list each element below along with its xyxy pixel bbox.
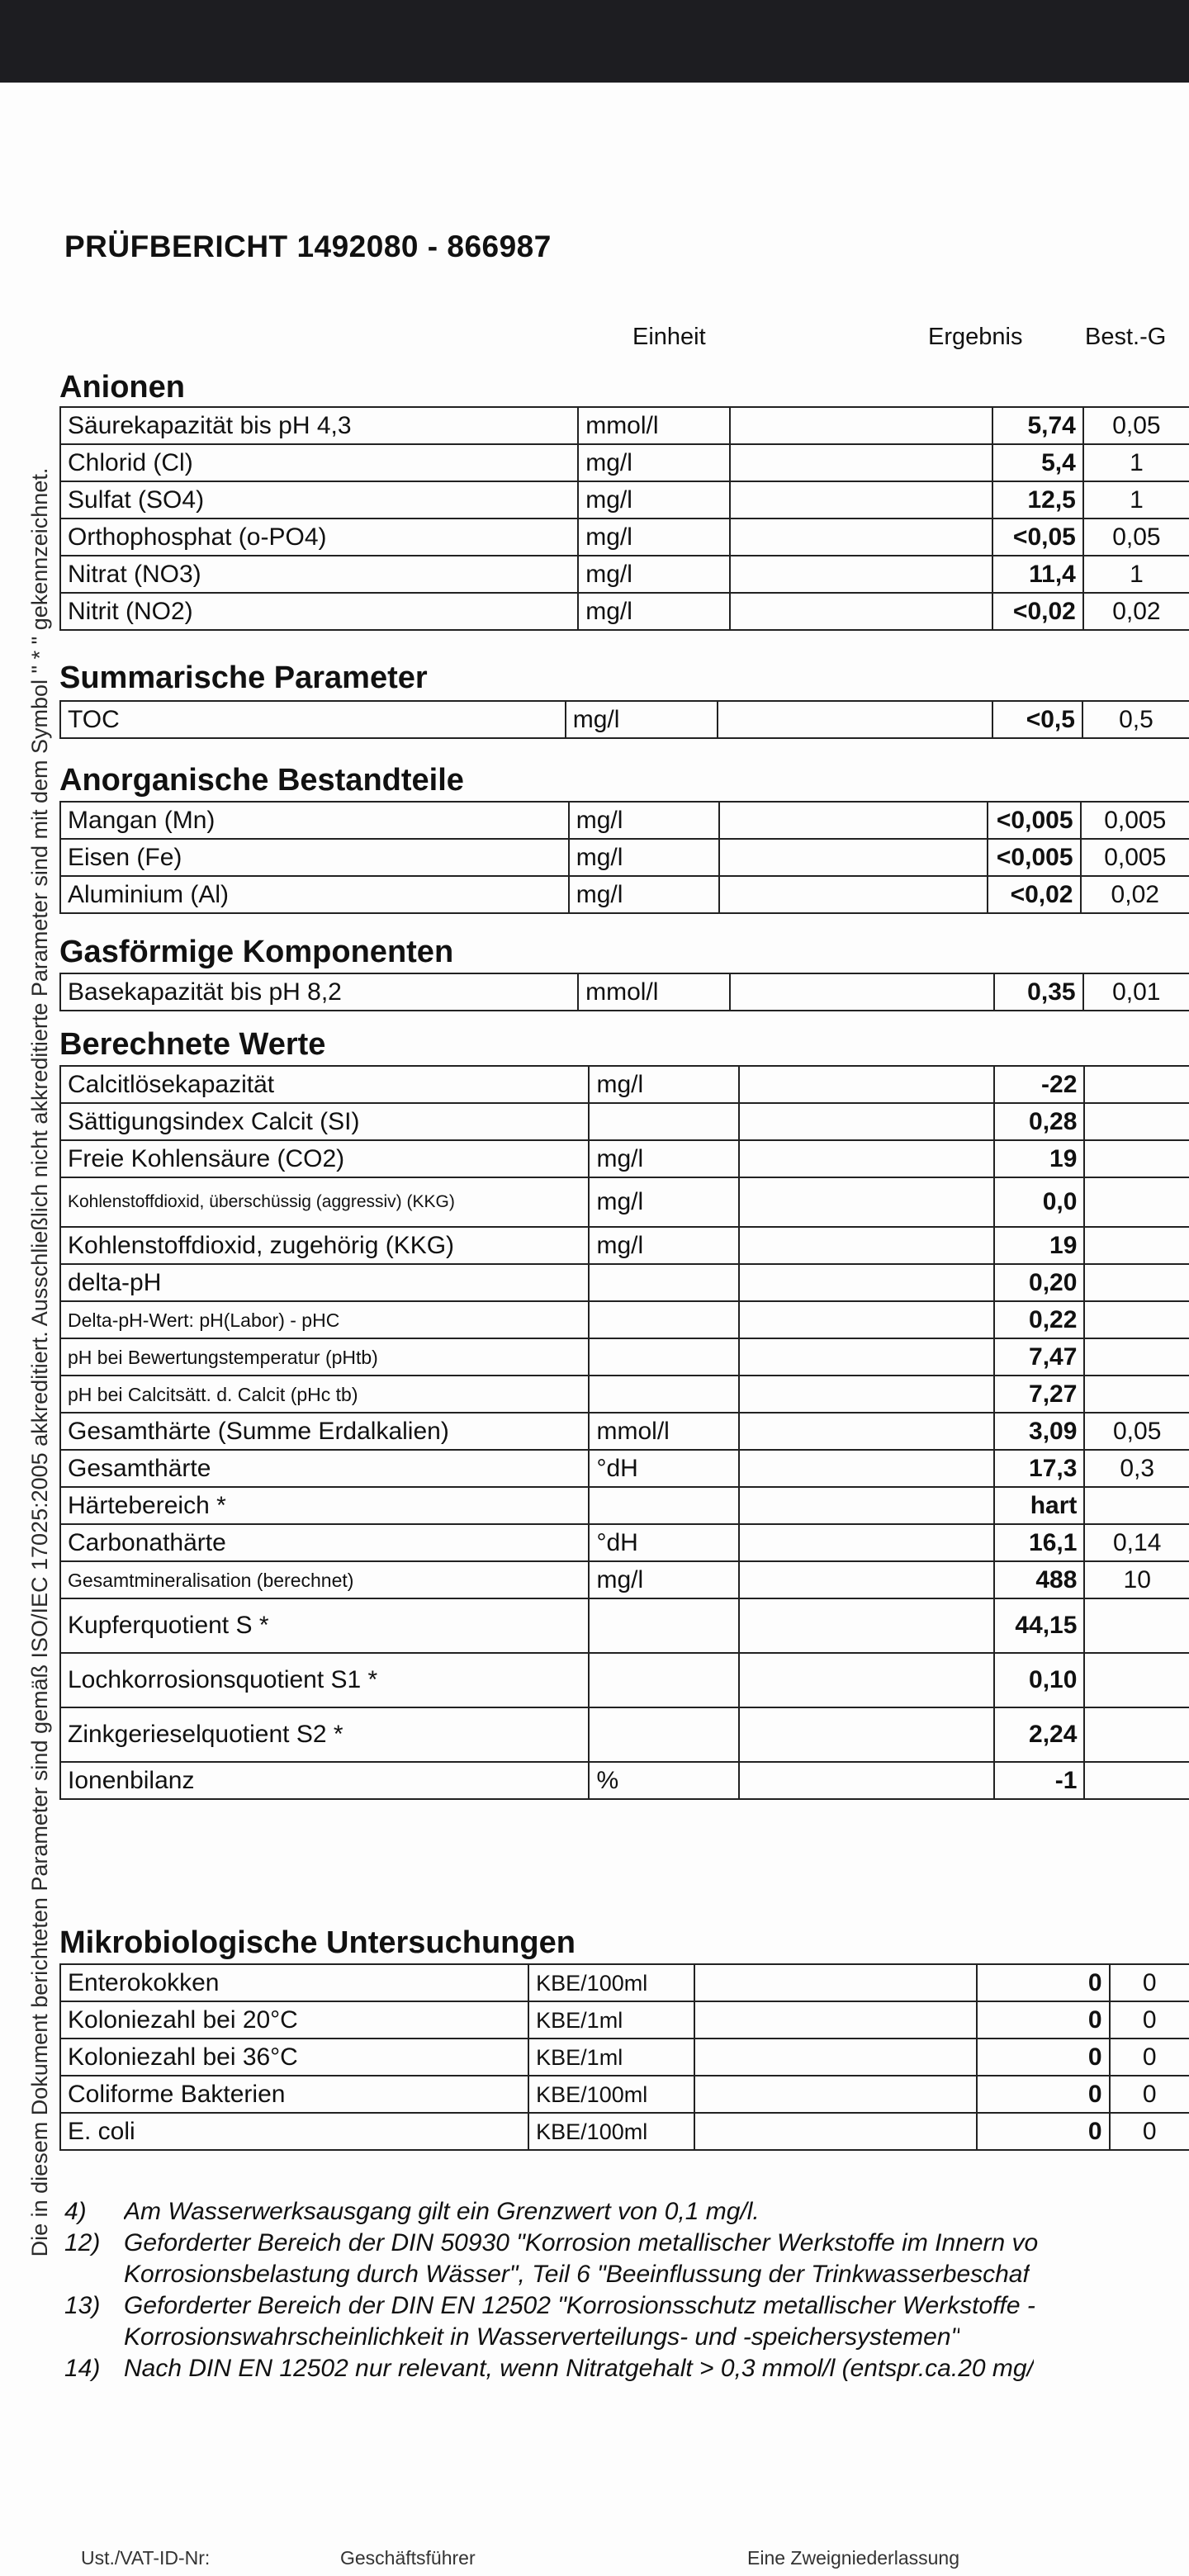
empty-cell	[694, 2113, 977, 2150]
empty-cell	[739, 1413, 994, 1450]
footnote-number: 14)	[64, 2355, 101, 2382]
footer-branch: Eine Zweigniederlassung	[747, 2547, 959, 2569]
parameter-cell: Orthophosphat (o-PO4)	[60, 519, 578, 556]
empty-cell	[739, 1487, 994, 1524]
footnote-14	[64, 2353, 1189, 2384]
unit-cell: KBE/1ml	[528, 2039, 694, 2076]
result-cell: 0,10	[994, 1653, 1085, 1707]
table-mikro	[59, 1963, 1189, 2151]
parameter-cell: Zinkgerieselquotient S2 *	[60, 1707, 589, 1762]
scan-top-border	[0, 0, 1189, 83]
limit-cell: 0,02	[1081, 876, 1189, 913]
footnote-number: 12)	[64, 2229, 101, 2256]
empty-cell	[739, 1301, 994, 1338]
empty-cell	[739, 1140, 994, 1177]
parameter-cell: Aluminium (Al)	[60, 876, 569, 913]
result-cell: -1	[994, 1762, 1085, 1799]
limit-cell: 0,14	[1084, 1524, 1189, 1561]
unit-cell: mmol/l	[578, 407, 730, 444]
parameter-cell: Nitrat (NO3)	[60, 556, 578, 593]
parameter-cell: Mangan (Mn)	[60, 802, 569, 839]
parameter-cell: Gesamtmineralisation (berechnet)	[60, 1561, 589, 1598]
result-cell: 7,27	[994, 1376, 1085, 1413]
limit-cell: 1	[1083, 444, 1189, 481]
report-title: PRÜFBERICHT 1492080 - 866987	[64, 230, 552, 263]
table-row	[60, 2076, 1189, 2113]
footer-ceo: Geschäftsführer	[340, 2547, 476, 2569]
empty-cell	[694, 2039, 977, 2076]
footnote-text: Nach DIN EN 12502 nur relevant, wenn Nitratgehalt > 0,3 mmol/l (entspr.ca.20 mg/	[124, 2355, 1034, 2382]
parameter-cell: Calcitlösekapazität	[60, 1066, 589, 1103]
table-row	[60, 876, 1189, 913]
limit-cell: 0,005	[1081, 802, 1189, 839]
parameter-cell: Koloniezahl bei 20°C	[60, 2001, 528, 2039]
result-cell: 16,1	[994, 1524, 1085, 1561]
limit-cell: 0,01	[1083, 973, 1189, 1011]
empty-cell	[739, 1598, 994, 1653]
parameter-cell: Delta-pH-Wert: pH(Labor) - pHC	[60, 1301, 589, 1338]
result-cell: 0	[977, 1964, 1110, 2001]
result-cell: 7,47	[994, 1338, 1085, 1376]
limit-cell: 0	[1110, 2001, 1189, 2039]
footer-vat-id: Ust./VAT-ID-Nr:	[81, 2547, 211, 2569]
footnote-12	[64, 2228, 1189, 2259]
result-cell: 17,3	[994, 1450, 1085, 1487]
limit-cell	[1084, 1177, 1189, 1227]
empty-cell	[739, 1653, 994, 1707]
footnote-number	[64, 2259, 124, 2290]
empty-cell	[739, 1707, 994, 1762]
limit-cell: 0	[1110, 2113, 1189, 2150]
empty-cell	[730, 556, 992, 593]
unit-cell: KBE/1ml	[528, 2001, 694, 2039]
limit-cell: 0,3	[1084, 1450, 1189, 1487]
limit-cell	[1084, 1376, 1189, 1413]
empty-cell	[730, 407, 992, 444]
limit-cell: 0	[1110, 1964, 1189, 2001]
unit-cell	[589, 1707, 739, 1762]
table-row	[60, 1487, 1189, 1524]
table-row	[60, 1227, 1189, 1264]
unit-cell: KBE/100ml	[528, 2076, 694, 2113]
table-summarisch	[59, 700, 1189, 739]
limit-cell: 1	[1083, 481, 1189, 519]
footnote-number: 13)	[64, 2292, 101, 2319]
table-row	[60, 1707, 1189, 1762]
parameter-cell: delta-pH	[60, 1264, 589, 1301]
limit-cell	[1084, 1227, 1189, 1264]
unit-cell: mg/l	[578, 519, 730, 556]
unit-cell: mg/l	[569, 802, 719, 839]
empty-cell	[694, 2076, 977, 2113]
limit-cell: 0,05	[1083, 407, 1189, 444]
table-anionen	[59, 406, 1189, 631]
table-row	[60, 1338, 1189, 1376]
unit-cell: mmol/l	[578, 973, 730, 1011]
table-anorganisch	[59, 801, 1189, 914]
footnote-12-cont	[64, 2259, 1189, 2290]
parameter-cell: Säurekapazität bis pH 4,3	[60, 407, 578, 444]
parameter-cell: pH bei Bewertungstemperatur (pHtb)	[60, 1338, 589, 1376]
result-cell: 0	[977, 2039, 1110, 2076]
table-row	[60, 593, 1189, 630]
table-row	[60, 444, 1189, 481]
table-row	[60, 839, 1189, 876]
table-row	[60, 1561, 1189, 1598]
unit-cell: mg/l	[589, 1227, 739, 1264]
unit-cell: KBE/100ml	[528, 2113, 694, 2150]
result-cell: 0,22	[994, 1301, 1085, 1338]
result-cell: 44,15	[994, 1598, 1085, 1653]
unit-cell: mg/l	[578, 444, 730, 481]
table-row	[60, 1653, 1189, 1707]
limit-cell: 0,005	[1081, 839, 1189, 876]
table-row	[60, 519, 1189, 556]
limit-cell	[1084, 1338, 1189, 1376]
unit-cell: mg/l	[578, 593, 730, 630]
empty-cell	[730, 519, 992, 556]
section-heading-anorganisch: Anorganische Bestandteile	[59, 763, 464, 798]
limit-cell	[1084, 1066, 1189, 1103]
empty-cell	[739, 1561, 994, 1598]
unit-cell: mg/l	[589, 1066, 739, 1103]
unit-cell: mg/l	[566, 701, 718, 738]
table-row	[60, 1066, 1189, 1103]
result-cell: 2,24	[994, 1707, 1085, 1762]
footnote-13-cont	[64, 2322, 1189, 2353]
result-cell: hart	[994, 1487, 1085, 1524]
footnote-number	[64, 2322, 124, 2353]
parameter-cell: Lochkorrosionsquotient S1 *	[60, 1653, 589, 1707]
parameter-cell: Coliforme Bakterien	[60, 2076, 528, 2113]
table-row	[60, 802, 1189, 839]
empty-cell	[719, 876, 988, 913]
result-cell: 5,74	[992, 407, 1083, 444]
table-row	[60, 1140, 1189, 1177]
unit-cell	[589, 1301, 739, 1338]
parameter-cell: Gesamthärte (Summe Erdalkalien)	[60, 1413, 589, 1450]
result-cell: 488	[994, 1561, 1085, 1598]
empty-cell	[739, 1338, 994, 1376]
parameter-cell: pH bei Calcitsätt. d. Calcit (pHc tb)	[60, 1376, 589, 1413]
unit-cell: mg/l	[578, 481, 730, 519]
limit-cell	[1084, 1103, 1189, 1140]
limit-cell	[1084, 1598, 1189, 1653]
table-row	[60, 1103, 1189, 1140]
section-heading-summarisch: Summarische Parameter	[59, 661, 428, 695]
parameter-cell: Kohlenstoffdioxid, zugehörig (KKG)	[60, 1227, 589, 1264]
result-cell: 11,4	[992, 556, 1083, 593]
section-heading-mikro: Mikrobiologische Untersuchungen	[59, 1925, 576, 1960]
limit-cell	[1084, 1653, 1189, 1707]
unit-cell	[589, 1653, 739, 1707]
table-row	[60, 1301, 1189, 1338]
parameter-cell: Ionenbilanz	[60, 1762, 589, 1799]
result-cell: 0,0	[994, 1177, 1085, 1227]
unit-cell: mg/l	[578, 556, 730, 593]
table-row	[60, 2001, 1189, 2039]
section-heading-gasfoermig: Gasförmige Komponenten	[59, 935, 454, 969]
empty-cell	[719, 802, 988, 839]
parameter-cell: Kupferquotient S *	[60, 1598, 589, 1653]
unit-cell	[589, 1338, 739, 1376]
parameter-cell: Kohlenstoffdioxid, überschüssig (aggressiv) (KKG)	[60, 1177, 589, 1227]
empty-cell	[730, 593, 992, 630]
footnote-13	[64, 2290, 1189, 2322]
parameter-cell: Nitrit (NO2)	[60, 593, 578, 630]
table-berechnet	[59, 1065, 1189, 1800]
parameter-cell: Härtebereich *	[60, 1487, 589, 1524]
parameter-cell: Freie Kohlensäure (CO2)	[60, 1140, 589, 1177]
empty-cell	[739, 1103, 994, 1140]
parameter-cell: Carbonathärte	[60, 1524, 589, 1561]
table-row	[60, 973, 1189, 1011]
table-row	[60, 1762, 1189, 1799]
result-cell: 3,09	[994, 1413, 1085, 1450]
result-cell: <0,005	[988, 802, 1081, 839]
footnote-text: Korrosionswahrscheinlichkeit in Wasserverteilungs- und -speichersystemen"	[124, 2323, 960, 2351]
unit-cell: mg/l	[589, 1561, 739, 1598]
result-cell: <0,02	[988, 876, 1081, 913]
limit-cell	[1084, 1487, 1189, 1524]
result-cell: <0,005	[988, 839, 1081, 876]
limit-cell: 0,05	[1083, 519, 1189, 556]
parameter-cell: Chlorid (Cl)	[60, 444, 578, 481]
result-cell: 0,28	[994, 1103, 1085, 1140]
empty-cell	[739, 1066, 994, 1103]
table-row	[60, 1376, 1189, 1413]
limit-cell	[1084, 1140, 1189, 1177]
parameter-cell: Sättigungsindex Calcit (SI)	[60, 1103, 589, 1140]
footnote-number: 4)	[64, 2198, 87, 2225]
limit-cell: 0	[1110, 2039, 1189, 2076]
empty-cell	[730, 481, 992, 519]
empty-cell	[739, 1524, 994, 1561]
section-heading-berechnet: Berechnete Werte	[59, 1027, 326, 1062]
unit-cell: mg/l	[589, 1177, 739, 1227]
unit-cell: mg/l	[569, 876, 719, 913]
limit-cell: 0	[1110, 2076, 1189, 2113]
parameter-cell: E. coli	[60, 2113, 528, 2150]
table-row	[60, 1264, 1189, 1301]
empty-cell	[719, 839, 988, 876]
section-heading-anionen: Anionen	[59, 370, 185, 405]
empty-cell	[730, 444, 992, 481]
parameter-cell: Basekapazität bis pH 8,2	[60, 973, 578, 1011]
unit-cell	[589, 1598, 739, 1653]
result-cell: 19	[994, 1140, 1085, 1177]
result-cell: 0	[977, 2076, 1110, 2113]
unit-cell	[589, 1487, 739, 1524]
empty-cell	[730, 973, 993, 1011]
parameter-cell: Eisen (Fe)	[60, 839, 569, 876]
parameter-cell: Gesamthärte	[60, 1450, 589, 1487]
unit-cell: mg/l	[589, 1140, 739, 1177]
empty-cell	[739, 1762, 994, 1799]
footnotes	[64, 2196, 1189, 2384]
unit-cell: mg/l	[569, 839, 719, 876]
accreditation-side-note: Die in diesem Dokument berichteten Parameter sind gemäß ISO/IEC 17025:2005 akkreditiert. Ausschließlich nicht akkreditierte Parameter sind mit dem Symbol " * " gekennzeichnet.	[27, 467, 52, 2257]
footnote-4	[64, 2196, 1189, 2228]
footnote-text: Geforderter Bereich der DIN EN 12502 "Korrosionsschutz metallischer Werkstoffe -	[124, 2292, 1035, 2319]
empty-cell	[739, 1264, 994, 1301]
limit-cell: 1	[1083, 556, 1189, 593]
limit-cell	[1084, 1264, 1189, 1301]
table-row	[60, 1964, 1189, 2001]
parameter-cell: Sulfat (SO4)	[60, 481, 578, 519]
table-row	[60, 2039, 1189, 2076]
result-cell: 19	[994, 1227, 1085, 1264]
result-cell: <0,05	[992, 519, 1083, 556]
empty-cell	[718, 701, 992, 738]
unit-cell	[589, 1103, 739, 1140]
column-header-result: Ergebnis	[928, 324, 1023, 350]
empty-cell	[694, 2001, 977, 2039]
empty-cell	[739, 1450, 994, 1487]
empty-cell	[694, 1964, 977, 2001]
limit-cell	[1084, 1762, 1189, 1799]
limit-cell	[1084, 1301, 1189, 1338]
result-cell: 0	[977, 2113, 1110, 2150]
table-row	[60, 407, 1189, 444]
table-row	[60, 1450, 1189, 1487]
result-cell: 0	[977, 2001, 1110, 2039]
table-gasfoermig	[59, 973, 1189, 1011]
unit-cell	[589, 1376, 739, 1413]
result-cell: -22	[994, 1066, 1085, 1103]
unit-cell: %	[589, 1762, 739, 1799]
unit-cell	[589, 1264, 739, 1301]
empty-cell	[739, 1227, 994, 1264]
table-row	[60, 556, 1189, 593]
unit-cell: KBE/100ml	[528, 1964, 694, 2001]
result-cell: <0,5	[992, 701, 1082, 738]
table-row	[60, 481, 1189, 519]
table-row	[60, 1413, 1189, 1450]
limit-cell: 0,5	[1082, 701, 1189, 738]
column-header-unit: Einheit	[632, 324, 706, 350]
parameter-cell: TOC	[60, 701, 566, 738]
result-cell: 5,4	[992, 444, 1083, 481]
result-cell: 12,5	[992, 481, 1083, 519]
table-row	[60, 1598, 1189, 1653]
result-cell: 0,35	[994, 973, 1083, 1011]
limit-cell: 0,02	[1083, 593, 1189, 630]
limit-cell: 0,05	[1084, 1413, 1189, 1450]
limit-cell	[1084, 1707, 1189, 1762]
unit-cell: °dH	[589, 1524, 739, 1561]
table-row	[60, 1177, 1189, 1227]
table-row	[60, 1524, 1189, 1561]
footnote-text: Korrosionsbelastung durch Wässer", Teil 6 "Beeinflussung der Trinkwasserbeschaf	[124, 2261, 1030, 2288]
empty-cell	[739, 1177, 994, 1227]
unit-cell: mmol/l	[589, 1413, 739, 1450]
result-cell: 0,20	[994, 1264, 1085, 1301]
table-row	[60, 2113, 1189, 2150]
footnote-text: Geforderter Bereich der DIN 50930 "Korrosion metallischer Werkstoffe im Innern vo	[124, 2229, 1039, 2256]
column-header-limit: Best.-G	[1085, 324, 1167, 350]
table-row	[60, 701, 1189, 738]
empty-cell	[739, 1376, 994, 1413]
parameter-cell: Koloniezahl bei 36°C	[60, 2039, 528, 2076]
result-cell: <0,02	[992, 593, 1083, 630]
unit-cell: °dH	[589, 1450, 739, 1487]
footnote-text: Am Wasserwerksausgang gilt ein Grenzwert von 0,1 mg/l.	[124, 2198, 760, 2225]
limit-cell: 10	[1084, 1561, 1189, 1598]
parameter-cell: Enterokokken	[60, 1964, 528, 2001]
